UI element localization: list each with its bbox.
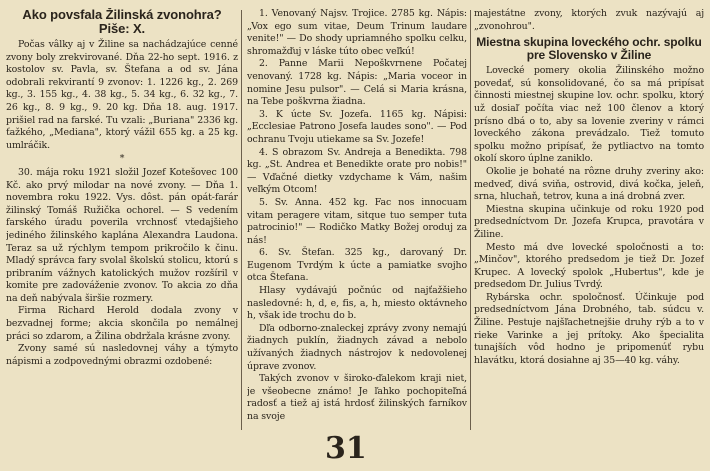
- paragraph: 30. mája roku 1921 složil Jozef Kotešovec 100 Kč. ako prvý milodar na nové zvony. — Dňa 1. novembra roku 1922. Vys. dôst. pán opát-farár žilinský Tomáš Ružička ochorel. — S vedením farského úradu poverila vrchnosť vtedajšieho jediného žilinského kaplána Alexandra Laudona. Teraz sa už rýchlym tempom prikročilo k činu. Mladý správca fary svolal školskú stolicu, ktorú s pribraním vážnych katolických mužov rozšíril v komite pre zadováženie zvonov. To akcia zo dňa na deň nabývala širšie rozmery.: [6, 166, 238, 304]
- paragraph: Mesto má dve lovecké spoločnosti a to: „Minčov", ktorého predsedom je tiež Dr. Jozef Krupec. A lovecký spolok „Hubertus", kde je predsedom Dr. Julius Tvrdý.: [474, 241, 704, 291]
- paragraph: Lovecké pomery okolia Žilinského možno povedať, sú konsolidované, čo sa má pripísat činnosti miestnej skupine lov. ochr. spolku, ktorý už dosiaľ počíta viac než 100 členov a ktorý prísno dbá o to, aby sa lovenie zveriny v rámci loveckého zákona prevádzalo. Tiež tomuto spolku možno pripísať, že pytliactvo na tomto okolí skoro úplne zaniklo.: [474, 65, 704, 165]
- paragraph: Počas vâlky aj v Žiline sa nachádzajúce cenné zvony boly zrekvirované. Dňa 22-ho sept. 1916. z kostolov sv. Pavla, sv. Štefana a od sv. Jána odobrali rekvirantí 9 zvonov: 1. 1226 kg., 2. 269 kg., 3. 155 kg., 4. 38 kg., 5. 34 kg., 6. 32 kg., 7. 26 kg., 8. 9 kg., 9. 20 kg. Dňa 18. aug. 1917. prišiel rad na farské. Tu vzali: „Buriana" 2336 kg. ťažkého, „Mediana", ktorý vážil 655 kg. a 25 kg. umlráčik.: [6, 39, 238, 151]
- column-divider: [241, 10, 242, 430]
- bell-list-item: 1. Venovaný Najsv. Trojice. 2785 kg. Nápis: „Vox ego sum vitae, Deum Trinum laudare venite!" — Do shody upriamného spolku celku, shromažďuj v láske túto obec veľkú!: [247, 8, 467, 57]
- column-3: [474, 8, 704, 367]
- bell-list-item: 3. K úcte Sv. Jozefa. 1165 kg. Nápisi: „Ecclesiae Patrono Josefa laudes sono". — Pod ochranu Tvoju utiekame sa Sv. Jozefe!: [247, 108, 467, 145]
- paragraph-continuation: majestátne zvony, ktorých zvuk nazývajú aj „zvonohrou".: [474, 8, 704, 32]
- paragraph: Hlasy vydávajú počnúc od najťažšieho nasledovné: h, d, e, fis, a, h, miesto oktávneho h, však ide trochu do b.: [247, 285, 467, 322]
- paragraph: Firma Richard Herold dodala zvony v bezvadnej forme; akcia skončila po nemálnej práci so zdarom, a Žilina obdržala krásne zvony.: [6, 305, 238, 342]
- bell-list-item: 6. Sv. Štefan. 325 kg., darovaný Dr. Eugenom Tvrdým k úcte a pamiatke svojho otca Štefana.: [247, 247, 467, 284]
- paragraph: Takých zvonov v široko-ďalekom kraji niet, je všeobecne známo! Je ľahko pochopiteľná radosť a tiež aj istá hrdosť žilinských farníkov na svoje: [247, 373, 467, 422]
- paragraph: Zvony samé sú nasledovnej váhy a týmyto nápismi a zodpovednými obrazmi ozdobené:: [6, 343, 238, 367]
- column-divider: [470, 10, 471, 430]
- column-2: [247, 8, 467, 424]
- article-title-lovecky-spolok: Miestna skupina loveckého ochr. spolku pre Slovensko v Žiline: [476, 35, 702, 63]
- paragraph: Rybárska ochr. spoločnosť. Účinkuje pod predsedníctvom Jána Drobného, tab. súdcu v. Žiline. Pestuje najšľachetnejšie druhy rýb a to v rieke Varinke a jej prítoky. Ako špecialita tunajších vôd hodno je pripomenúť rybu hlavátku, ktorá dosiahne aj 35—40 kg. váhy.: [474, 291, 704, 366]
- bell-list-item: 5. Sv. Anna. 452 kg. Fac nos innocuam vitam peragere vitam, sitque tuo semper tuta patrocinio!" — Rodičko Matky Božej oroduj za nás!: [247, 196, 467, 246]
- page-number: 31: [325, 431, 367, 466]
- article-title-zvonohra: Ako povsfala Žilinská zvonohra? Piše: X.: [22, 8, 222, 36]
- paragraph: Miestna skupina učinkuje od roku 1920 pod predsedníctvom Dr. Jozefa Krupca, pravotára v Žiline.: [474, 203, 704, 240]
- paragraph: Dľa odborno-znaleckej zprávy zvony nemajú žiadnych puklín, žiadnych závad a nebolo užívaných žiadnych nástrojov k nedovolenej úprave zvonov.: [247, 322, 467, 372]
- section-separator: *: [119, 153, 125, 165]
- paragraph: Okolie je bohaté na rôzne druhy zveriny ako: medveď, divá sviňa, ostrovid, divá kočka, jeleň, srna, hluchaň, tetrov, kuna a iná drobná zver.: [474, 165, 704, 203]
- bell-list-item: 4. S obrazom Sv. Andreja a Benedikta. 798 kg. „St. Andrea et Benedikte orate pro nobis!" — Vďačné dietky vzdychame k Vám, našim veľkým Otcom!: [247, 146, 467, 196]
- bell-list-item: 2. Panne Marii Nepoškvrnene Počatej venovaný. 1728 kg. Nápis: „Maria voceor in nomine Jesu pulsor". — Celá si Maria krásna, na Tebe poškvrna žiadna.: [247, 58, 467, 108]
- column-1: [6, 8, 238, 368]
